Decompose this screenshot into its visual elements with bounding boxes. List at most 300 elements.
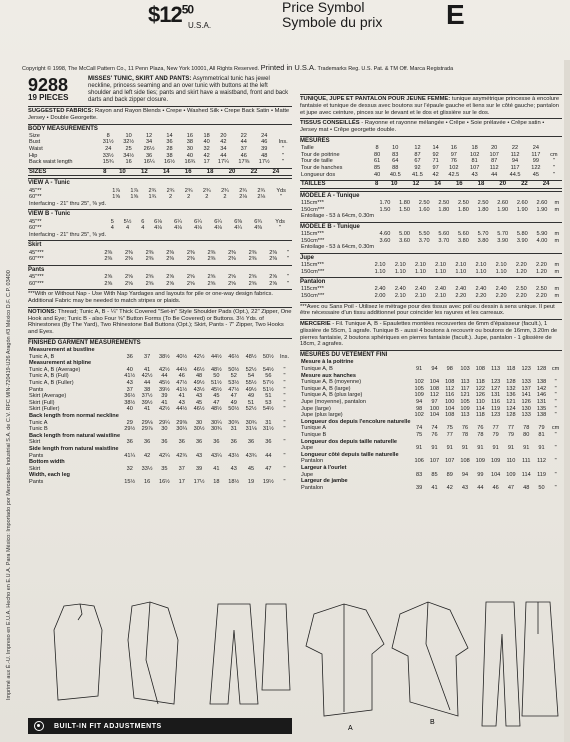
row-value: 16½ <box>164 159 175 166</box>
row-value: 42¾ <box>176 452 188 459</box>
row-label: Tunic A, B (Average) <box>29 366 81 373</box>
row-value: 2.60 <box>516 199 528 206</box>
row-label: Interfacing - 21" thru 25", ⅜ yd. <box>29 200 107 207</box>
row-value: 46½ <box>193 406 205 413</box>
row-value: 3.90 <box>497 237 509 244</box>
row-value: 41.5 <box>412 171 423 178</box>
row-value: 118 <box>475 412 485 419</box>
row-value: 5 <box>110 218 114 225</box>
yardage-en <box>28 178 292 287</box>
row-value: 5.70 <box>477 230 489 237</box>
row-value: 111 <box>521 458 531 465</box>
row-unit: " <box>552 158 555 165</box>
row-value: 41 <box>143 406 151 413</box>
row-value: 76 <box>461 425 469 432</box>
row-value: 42½ <box>158 406 170 413</box>
finished-label-en: FINISHED GARMENT MEASUREMENTS <box>28 339 141 346</box>
row-value: 56 <box>265 373 272 380</box>
row-value: 2⅜ <box>166 256 175 263</box>
row-value: 2.10 <box>475 261 487 268</box>
row-value: 2⅝ <box>145 280 154 287</box>
row-value: 29⅛ <box>141 419 153 426</box>
row-value: 109 <box>506 471 516 478</box>
notions-en: NOTIONS: Thread; Tunic A, B - ¼" Thick Covered "Set-in" Style Shoulder Pads (Opt.), 22" Zipper, One Hook and Eye; Tunic B - also Four ⅝" Button Forms (To Be Covered) or Buttons. 3½ Yds. of Rhinestones (By The Yard), Two Rhinestone Ball Buttons (Opt.); Skirt, Pants - 7" Zipper, Two Hooks and Eyes. <box>28 308 292 336</box>
fabrics-en: SUGGESTED FABRICS: Rayon and Rayon Blends • Crepe • Washed Silk • Crepe Back Satin • Matte Jersey • Double Georgette. <box>28 106 292 122</box>
row-value: 32½ <box>123 139 135 146</box>
row-value: 4 <box>141 225 145 232</box>
row-value: 25 <box>125 145 132 152</box>
row-label: Tunic A, B (Fuller) <box>29 380 74 387</box>
row-spacer <box>412 359 563 366</box>
row-label: Longueur dos depuis taille naturelle <box>301 438 398 445</box>
desc-en: Asymmetrical tunic has jewel neckline, princess seaming and an over tunic with buttons at the left shoulder and left side ties; pants and skirt have a waistband, front and back darts and back zipper closure. <box>88 76 289 103</box>
row-value: 2.10 <box>414 261 426 268</box>
row-value: 47 <box>230 393 237 400</box>
row-value: 39 <box>261 145 268 152</box>
row-unit: " <box>283 406 286 413</box>
row-value: 26½ <box>143 145 155 152</box>
row-value: 122 <box>475 385 485 392</box>
row-label: Jupe <box>301 445 314 452</box>
row-value: 5½ <box>123 218 132 225</box>
row-value: 119 <box>491 405 501 412</box>
row-label: Skirt <box>29 439 41 446</box>
size-value: 14 <box>155 168 177 176</box>
row-value: 123 <box>490 412 501 419</box>
row-value: 12 <box>145 132 153 139</box>
row-value: 42.5 <box>448 171 460 178</box>
row-label: 150cm*** <box>301 292 325 299</box>
row-value: 44½ <box>176 406 188 413</box>
row-value: 18 <box>203 132 210 139</box>
row-value: 4.00 <box>536 237 548 244</box>
row-value: 2⅝ <box>248 280 257 287</box>
row-value: 1.60 <box>418 206 430 213</box>
yardage-table <box>300 262 562 275</box>
yardage-table <box>28 250 292 263</box>
yardage-block <box>28 265 292 287</box>
row-value: 38½ <box>124 399 136 406</box>
table-row <box>28 459 292 466</box>
row-value: 67 <box>414 158 421 165</box>
row-label: Pants <box>29 478 44 485</box>
row-value: 1.20 <box>515 268 527 275</box>
row-value: 97 <box>431 399 438 406</box>
row-value: 6¼ <box>194 218 202 225</box>
row-value: 31 <box>230 426 237 433</box>
row-label: 60"*** <box>29 256 44 263</box>
yardage-table <box>300 231 562 251</box>
row-value: 1.10 <box>455 268 467 275</box>
row-value: 1.80 <box>438 206 450 213</box>
row-unit: Yds <box>275 218 285 225</box>
view-heading: MODELE B - Tunique <box>300 223 360 230</box>
row-value: 34 <box>220 145 227 152</box>
row-value: 2⅜ <box>248 249 257 256</box>
row-spacer <box>107 201 292 208</box>
row-value: 64 <box>392 158 399 165</box>
row-unit: " <box>283 452 286 459</box>
row-value: 2⅝ <box>104 273 113 280</box>
row-value: 36 <box>265 439 272 446</box>
row-unit: m <box>554 261 560 268</box>
row-unit: " <box>554 412 557 419</box>
row-value: 35 <box>161 465 168 472</box>
row-value: 38½ <box>158 353 170 360</box>
row-value: 110 <box>475 399 485 406</box>
row-value: 29⅞ <box>141 426 153 433</box>
row-value: 126 <box>521 399 531 406</box>
row-value: 2⅜ <box>269 249 278 256</box>
mesures-label: MESURES <box>300 137 330 144</box>
row-value: 1.10 <box>394 268 406 275</box>
row-spacer <box>412 419 563 426</box>
row-value: 48½ <box>210 406 222 413</box>
row-value: 109 <box>475 458 485 465</box>
row-value: 18½ <box>228 478 240 485</box>
row-value: 39 <box>195 465 203 472</box>
table-row <box>28 413 292 420</box>
yardage-block <box>300 222 562 251</box>
row-value: 49 <box>230 399 237 406</box>
row-label: 115cm*** <box>301 230 324 237</box>
row-value: 36 <box>178 439 185 446</box>
row-value: 2¾ <box>257 187 266 194</box>
table-row <box>300 439 562 446</box>
row-value: 2⅝ <box>166 273 175 280</box>
row-value: 132 <box>506 385 516 392</box>
row-value: 39 <box>416 484 423 491</box>
row-value: 2⅜ <box>207 256 216 263</box>
row-value: 85 <box>373 164 381 171</box>
row-value: 5.60 <box>457 230 469 237</box>
row-label: Tunique A <box>301 425 326 432</box>
row-value: 12 <box>414 145 421 152</box>
row-value: 15½ <box>124 478 136 485</box>
row-value: 30 <box>161 426 168 433</box>
row-label: Tour de hanches <box>301 164 343 171</box>
row-value: 133 <box>521 412 531 419</box>
table-row <box>28 354 292 361</box>
row-value: 44 <box>161 373 168 380</box>
row-value: 19½ <box>262 478 274 485</box>
row-unit: " <box>280 194 283 201</box>
row-value: 54½ <box>262 406 274 413</box>
row-value: 2⅜ <box>248 256 257 263</box>
row-label: Longueur dos depuis l'encolure naturelle <box>301 418 411 425</box>
row-unit: " <box>554 399 557 406</box>
row-label: Size <box>29 132 40 139</box>
row-value: 2.40 <box>414 286 426 293</box>
row-value: 5.00 <box>399 230 410 237</box>
row-unit: " <box>286 273 289 280</box>
body-measurements-table-en <box>28 133 292 166</box>
table-row <box>28 225 292 232</box>
row-label: Jupe (plus large) <box>301 412 343 419</box>
price-symbol-fr: Symbole du prix <box>282 14 383 30</box>
row-unit <box>546 145 562 152</box>
row-unit: " <box>554 405 557 412</box>
row-label: 115cm*** <box>301 261 324 268</box>
row-value: 2⅜ <box>145 249 154 256</box>
row-label: Measurement at hipline <box>29 360 92 367</box>
row-value: 109 <box>414 392 424 399</box>
row-value: 33½ <box>141 465 153 472</box>
row-value: 87 <box>414 151 421 158</box>
table-row <box>300 244 562 251</box>
row-value: 77 <box>446 432 453 439</box>
row-value: 44 <box>265 452 272 459</box>
row-value: 1.90 <box>536 206 548 213</box>
row-value: 37 <box>178 465 185 472</box>
row-value: 76 <box>477 425 484 432</box>
row-unit: m <box>554 292 560 299</box>
row-value: 102 <box>414 379 424 386</box>
row-value: 91 <box>461 445 469 452</box>
row-value: 40 <box>186 152 194 159</box>
row-value: 80 <box>523 432 530 439</box>
row-value: 5.80 <box>516 230 528 237</box>
row-value: 1.70 <box>379 199 391 206</box>
row-value: 43¾ <box>245 452 257 459</box>
row-value: 44½ <box>176 366 188 373</box>
row-value: 2⅜ <box>186 256 195 263</box>
row-value: 4 <box>110 225 114 232</box>
row-value: 104 <box>490 471 501 478</box>
row-value: 2⅝ <box>269 280 278 287</box>
row-value: 104 <box>445 405 455 412</box>
row-label: Tour de poitrine <box>301 151 340 158</box>
row-value: 99 <box>532 158 539 165</box>
row-value: 16½ <box>158 478 170 485</box>
row-unit: " <box>552 164 555 171</box>
row-value: 50 <box>538 484 545 491</box>
row-value: 87 <box>491 158 498 165</box>
row-spacer <box>375 213 562 220</box>
row-label: Pantalon <box>301 458 324 465</box>
row-value: 3.70 <box>418 237 430 244</box>
row-value: 2⅛ <box>239 194 247 201</box>
row-value: 2¾ <box>184 187 193 194</box>
row-value: 97 <box>450 151 457 158</box>
row-value: 123 <box>521 366 531 373</box>
row-label: 60"** <box>29 225 42 232</box>
price-symbol-en: Price Symbol <box>282 0 365 15</box>
size-value: 12 <box>133 168 155 176</box>
row-value: 51½ <box>262 386 274 393</box>
row-value: 36 <box>213 439 220 446</box>
row-value: 14 <box>432 145 439 152</box>
row-label: 150cm*** <box>301 206 325 213</box>
row-value: 99 <box>477 471 484 478</box>
row-spacer <box>121 433 292 440</box>
row-value: 1.50 <box>399 206 410 213</box>
row-value: 106 <box>414 458 424 465</box>
row-label: Tunic A, B (Full) <box>29 373 69 380</box>
row-label: 45"** <box>29 218 42 225</box>
row-value: 17⅜ <box>238 159 250 166</box>
nap-note-en: ***With or Without Nap - Use With Nap Yardages and layouts for pile or one-way design fabrics. Additional Fabric may be needed to match stripes or plaids. <box>28 289 292 305</box>
row-value: 47 <box>265 465 272 472</box>
row-value: 2.20 <box>475 292 487 299</box>
row-spacer <box>121 360 292 367</box>
row-value: 79 <box>492 432 499 439</box>
row-label: 150cm*** <box>301 237 325 244</box>
row-label: Jupe (large) <box>301 405 331 412</box>
row-value: 20 <box>491 145 498 152</box>
table-row <box>300 238 562 245</box>
row-value: 54½ <box>262 366 274 373</box>
row-value: 108 <box>445 379 455 386</box>
row-value: 16 <box>186 132 194 139</box>
row-value: 43½ <box>193 386 205 393</box>
row-value: 36 <box>145 152 153 159</box>
tunic-front-drawing <box>54 604 102 700</box>
row-value: 91 <box>416 445 423 452</box>
row-label: 45"** <box>29 187 42 194</box>
row-value: 31½ <box>262 426 274 433</box>
row-value: 37 <box>126 386 133 393</box>
size-value: 24 <box>265 168 287 176</box>
row-label: 45"*** <box>29 273 44 280</box>
row-label: Back waist length <box>29 159 73 166</box>
row-value: 50½ <box>228 406 240 413</box>
row-unit: m <box>554 268 560 275</box>
table-row <box>28 380 292 387</box>
size-value: 8 <box>98 168 111 176</box>
row-value: 92 <box>432 151 439 158</box>
row-value: 34 <box>145 139 153 146</box>
table-row <box>28 479 292 486</box>
fabrics-fr: TISSUS CONSEILLÉS - Rayonne et rayonne mélangée • Crêpe • Soie prélavée • Crêpe satin • Jersey mat • Crêpe georgette double. <box>300 118 562 134</box>
row-value: 38 <box>186 139 194 146</box>
row-value: 1.90 <box>516 206 528 213</box>
pants-back-drawing <box>482 602 520 726</box>
table-row <box>28 466 292 473</box>
row-value: 114 <box>521 471 531 478</box>
row-value: 46 <box>240 152 247 159</box>
size-value: 16 <box>177 168 199 176</box>
size-value: 10 <box>383 181 405 189</box>
row-value: 55½ <box>245 380 257 387</box>
row-value: 141 <box>521 392 531 399</box>
row-value: 127 <box>490 385 501 392</box>
row-value: 78 <box>477 432 484 439</box>
row-value: 116 <box>445 392 455 399</box>
row-value: 17¼ <box>217 159 229 166</box>
row-value: 2.10 <box>435 292 447 299</box>
row-value: 91 <box>431 445 438 452</box>
row-unit: m <box>554 199 560 206</box>
row-value: 2.40 <box>374 286 386 293</box>
row-spacer <box>121 446 292 453</box>
size-value: 20 <box>221 168 243 176</box>
table-row <box>28 472 292 479</box>
row-label: Entoilage - 53 à 64cm, 0.30m <box>301 213 375 220</box>
row-unit: cm <box>551 366 560 373</box>
row-value: 40 <box>203 139 210 146</box>
row-value: 117 <box>460 385 470 392</box>
table-row <box>300 158 562 165</box>
row-value: 42½ <box>141 373 153 380</box>
row-value: 40 <box>126 366 133 373</box>
row-value: 2.20 <box>536 261 547 268</box>
row-value: 2.00 <box>374 292 386 299</box>
row-value: 10 <box>125 132 132 139</box>
row-unit: " <box>552 171 555 178</box>
row-value: 47 <box>507 484 515 491</box>
skirt-drawing <box>262 604 290 690</box>
table-row <box>28 139 292 146</box>
row-value: 40 <box>126 406 133 413</box>
row-value: 1.90 <box>497 206 509 213</box>
row-value: 1.20 <box>536 268 547 275</box>
row-value: 91 <box>446 445 453 452</box>
row-value: 39½ <box>141 399 153 406</box>
row-value: 2⅜ <box>228 256 236 263</box>
row-value: 2⅜ <box>186 249 195 256</box>
row-spacer <box>107 232 292 239</box>
row-value: 118 <box>506 366 516 373</box>
row-value: 30¾ <box>228 419 240 426</box>
table-row <box>300 406 562 413</box>
row-value: 6¼ <box>174 218 182 225</box>
row-value: 91 <box>507 445 515 452</box>
row-value: 41½ <box>124 373 136 380</box>
row-value: 2⅝ <box>207 280 216 287</box>
row-value: 44 <box>240 139 247 146</box>
table-row <box>300 165 562 172</box>
row-value: 2⅜ <box>125 256 133 263</box>
row-value: 2⅜ <box>145 256 154 263</box>
row-value: 133 <box>521 379 531 386</box>
pattern-number: 9288 <box>28 75 69 95</box>
row-value: 2.10 <box>495 261 507 268</box>
row-label: Tunic A, B <box>29 353 55 360</box>
row-value: 112 <box>429 392 439 399</box>
price <box>148 2 212 30</box>
row-unit: " <box>554 484 557 491</box>
row-value: 131 <box>536 399 547 406</box>
row-unit: " <box>286 256 289 263</box>
row-value: 2.60 <box>497 199 509 206</box>
row-unit: m <box>554 230 560 237</box>
row-unit: Ins. <box>280 353 290 360</box>
body-measurements-en <box>28 124 292 166</box>
row-value: 36 <box>247 439 255 446</box>
row-value: 44 <box>143 380 151 387</box>
row-unit: cm <box>551 425 560 432</box>
row-value: 124 <box>506 405 516 412</box>
row-value: 1.80 <box>477 206 489 213</box>
row-value: 3.80 <box>457 237 469 244</box>
row-value: 47 <box>213 399 220 406</box>
table-row <box>28 250 292 257</box>
view-heading: VIEW A - Tunic <box>28 180 70 187</box>
row-value: 41 <box>431 484 438 491</box>
row-value: 75 <box>446 425 453 432</box>
trademarks: Trademarks Reg. U.S. Pat. & TM Off. Marca Registrada <box>317 66 454 72</box>
row-value: 98 <box>416 405 423 412</box>
row-value: 92 <box>414 164 421 171</box>
row-value: 15¾ <box>102 159 114 166</box>
row-value: 32 <box>203 145 210 152</box>
table-row <box>300 445 562 452</box>
row-value: 2⅜ <box>207 249 216 256</box>
row-value: 2⅝ <box>207 273 216 280</box>
row-value: 2⅝ <box>269 273 278 280</box>
view-heading: VIEW B - Tunic <box>28 211 71 218</box>
